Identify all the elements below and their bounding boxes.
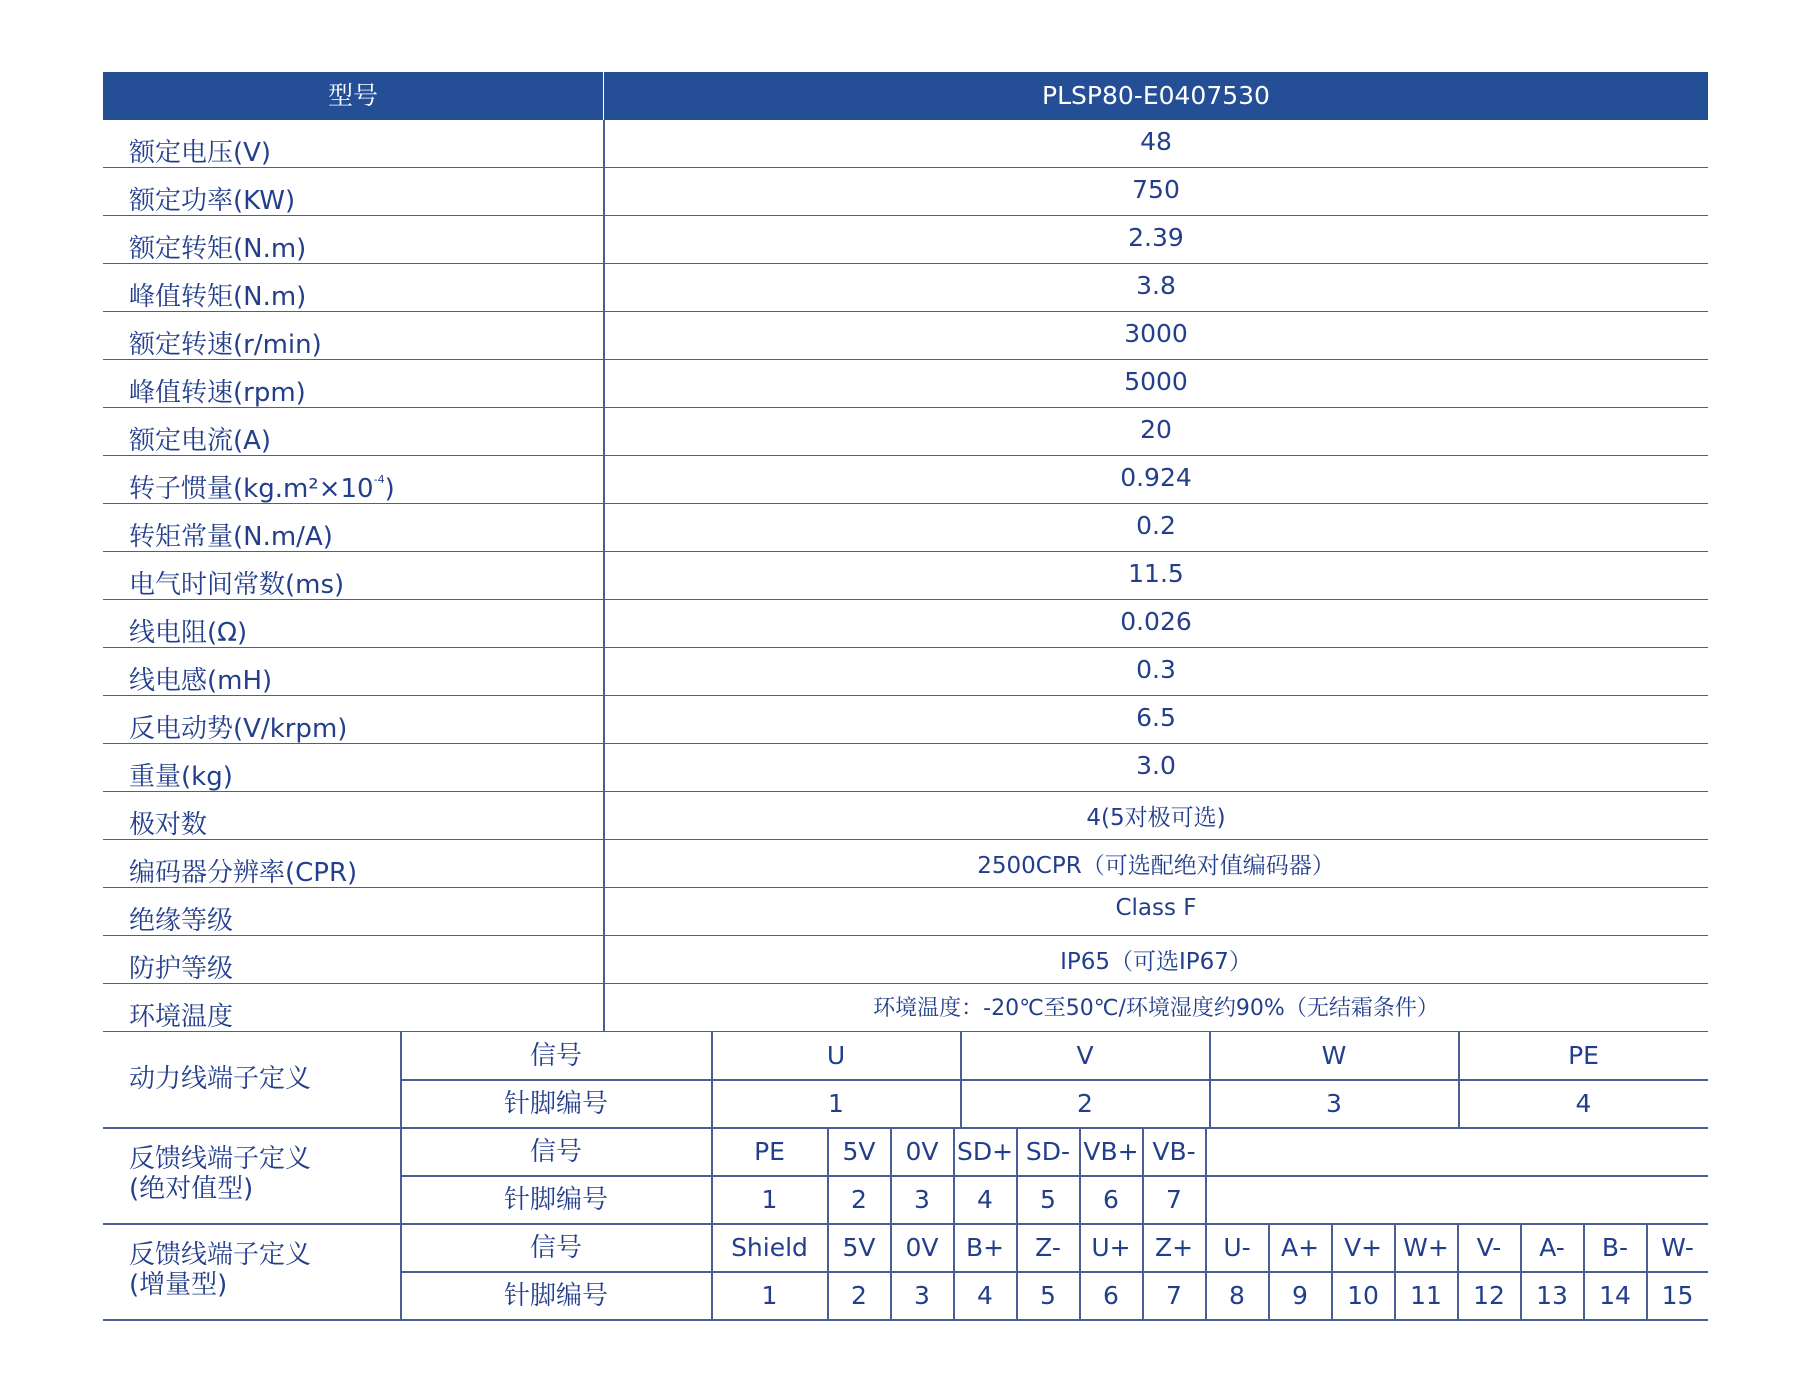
spec-row-rotor-inertia bbox=[103, 456, 1708, 504]
pin-cell: 1 bbox=[828, 1089, 844, 1118]
table-header bbox=[103, 72, 1708, 120]
spec-value: 750 bbox=[1132, 175, 1180, 204]
spec-value: 0.924 bbox=[1120, 463, 1192, 492]
spec-value: 5000 bbox=[1124, 367, 1188, 396]
spec-label: 极对数 bbox=[129, 810, 208, 840]
pin-cell: 8 bbox=[1229, 1281, 1245, 1310]
pin-cell: 2 bbox=[851, 1281, 867, 1310]
spec-label: 额定功率(KW) bbox=[129, 186, 296, 216]
spec-label: 线电感(mH) bbox=[129, 666, 273, 696]
pin-cell: 11 bbox=[1410, 1281, 1442, 1310]
spec-label: 转矩常量(N.m/A) bbox=[129, 522, 333, 552]
pin-label: 针脚编号 bbox=[503, 1281, 608, 1311]
spec-label: 转子惯量$(kg.m^2\times 10^{-4})$ bbox=[129, 473, 395, 504]
pin-label: 针脚编号 bbox=[503, 1089, 608, 1119]
spec-value: 6.5 bbox=[1136, 703, 1176, 732]
pin-cell: 3 bbox=[914, 1185, 930, 1214]
pin-cell: 4 bbox=[977, 1185, 993, 1214]
spec-row-back-emf bbox=[103, 696, 1708, 744]
spec-row-protection-class bbox=[103, 936, 1708, 984]
spec-label: 线电阻(Ω) bbox=[129, 618, 248, 648]
spec-label: 峰值转矩(N.m) bbox=[129, 282, 307, 312]
signal-cell: U bbox=[826, 1041, 846, 1070]
signal-cell: U- bbox=[1223, 1233, 1251, 1262]
spec-label: 编码器分辨率(CPR) bbox=[129, 858, 358, 888]
spec-value: 3.0 bbox=[1136, 751, 1176, 780]
signal-cell: Z+ bbox=[1154, 1233, 1194, 1262]
pin-cell: 7 bbox=[1166, 1185, 1182, 1214]
pin-cell: 5 bbox=[1040, 1281, 1056, 1310]
spec-label: 峰值转速(rpm) bbox=[129, 378, 306, 408]
spec-value: 2.39 bbox=[1128, 223, 1184, 252]
spec-label: 环境温度 bbox=[129, 1002, 234, 1032]
spec-row-electrical-time-constant bbox=[103, 552, 1708, 600]
feedback-absolute-title: 反馈线端子定义 (绝对值型) bbox=[129, 1144, 312, 1204]
signal-cell: B+ bbox=[965, 1233, 1005, 1262]
signal-cell: PE bbox=[1568, 1041, 1599, 1070]
pin-cell: 14 bbox=[1599, 1281, 1631, 1310]
header-model: PLSP80-E0407530 bbox=[1042, 81, 1270, 110]
signal-label: 信号 bbox=[529, 1041, 582, 1071]
spec-value: 4(5对极可选) bbox=[1086, 805, 1226, 831]
signal-cell: A- bbox=[1539, 1233, 1565, 1262]
spec-value: 2500CPR（可选配绝对值编码器） bbox=[977, 853, 1335, 879]
signal-cell: SD- bbox=[1025, 1137, 1071, 1166]
power-terminal-title: 动力线端子定义 bbox=[129, 1064, 312, 1094]
feedback-incremental-section bbox=[103, 1224, 1708, 1320]
spec-label: 额定转速(r/min) bbox=[129, 330, 322, 360]
pin-cell: 3 bbox=[914, 1281, 930, 1310]
spec-value: 0.026 bbox=[1120, 607, 1192, 636]
spec-value: 3000 bbox=[1124, 319, 1188, 348]
pin-cell: 7 bbox=[1166, 1281, 1182, 1310]
signal-cell: 0V bbox=[905, 1233, 939, 1262]
spec-row-line-inductance bbox=[103, 648, 1708, 696]
spec-value: IP65（可选IP67） bbox=[1060, 949, 1252, 975]
spec-label: 额定电压(V) bbox=[129, 138, 272, 168]
signal-cell: Z- bbox=[1035, 1233, 1061, 1262]
spec-label: 重量(kg) bbox=[129, 762, 233, 792]
spec-row-pole-pairs bbox=[103, 792, 1708, 840]
spec-row-torque-constant bbox=[103, 504, 1708, 552]
pin-cell: 1 bbox=[761, 1185, 778, 1214]
pin-label: 针脚编号 bbox=[503, 1185, 608, 1215]
signal-cell: Shield bbox=[731, 1233, 808, 1262]
spec-label: 绝缘等级 bbox=[129, 906, 234, 936]
spec-value: 11.5 bbox=[1128, 559, 1184, 588]
pin-cell: 15 bbox=[1661, 1281, 1694, 1310]
spec-label: 额定转矩(N.m) bbox=[129, 234, 307, 264]
signal-cell: 5V bbox=[842, 1233, 876, 1262]
signal-cell: 0V bbox=[905, 1137, 939, 1166]
signal-cell: VB- bbox=[1152, 1137, 1196, 1166]
spec-row-insulation-class bbox=[103, 888, 1708, 936]
spec-row-encoder-resolution bbox=[103, 840, 1708, 888]
signal-cell: PE bbox=[754, 1137, 785, 1166]
pin-cell: 4 bbox=[1575, 1089, 1592, 1118]
signal-cell: U+ bbox=[1091, 1233, 1131, 1262]
spec-row-peak-speed bbox=[103, 360, 1708, 408]
signal-cell: W+ bbox=[1403, 1233, 1449, 1262]
spec-value: 环境温度：-20℃至50℃/环境湿度约90%（无结霜条件） bbox=[873, 996, 1439, 1021]
signal-cell: 5V bbox=[842, 1137, 876, 1166]
signal-cell: W bbox=[1321, 1041, 1347, 1070]
pin-cell: 6 bbox=[1103, 1281, 1119, 1310]
spec-row-rated-current bbox=[103, 408, 1708, 456]
spec-row-ambient-temperature bbox=[103, 984, 1708, 1032]
signal-label: 信号 bbox=[529, 1137, 582, 1167]
signal-cell: SD+ bbox=[956, 1137, 1014, 1166]
spec-value: 0.3 bbox=[1136, 655, 1176, 684]
signal-cell: V bbox=[1076, 1041, 1094, 1070]
pin-cell: 13 bbox=[1536, 1281, 1568, 1310]
power-terminal-section bbox=[103, 1032, 1708, 1128]
spec-label: 反电动势(V/krpm) bbox=[129, 714, 348, 744]
pin-cell: 12 bbox=[1473, 1281, 1505, 1310]
spec-row-rated-speed bbox=[103, 312, 1708, 360]
spec-value: 48 bbox=[1140, 127, 1172, 156]
feedback-incremental-title: 反馈线端子定义 (增量型) bbox=[129, 1240, 312, 1300]
spec-row-rated-voltage bbox=[103, 120, 1708, 168]
spec-label: 额定电流(A) bbox=[129, 426, 272, 456]
spec-value: 20 bbox=[1140, 415, 1172, 444]
spec-row-peak-torque bbox=[103, 264, 1708, 312]
signal-cell: A+ bbox=[1280, 1233, 1320, 1262]
header-label: 型号 bbox=[327, 81, 378, 110]
pin-cell: 5 bbox=[1040, 1185, 1056, 1214]
spec-label: 电气时间常数(ms) bbox=[129, 570, 345, 600]
pin-cell: 4 bbox=[977, 1281, 993, 1310]
signal-cell: VB+ bbox=[1083, 1137, 1139, 1166]
pin-cell: 1 bbox=[761, 1281, 778, 1310]
signal-cell: B- bbox=[1601, 1233, 1629, 1262]
signal-label: 信号 bbox=[529, 1233, 582, 1263]
signal-cell: V+ bbox=[1343, 1233, 1383, 1262]
spec-row-rated-power bbox=[103, 168, 1708, 216]
pin-cell: 10 bbox=[1347, 1281, 1379, 1310]
feedback-absolute-section bbox=[103, 1128, 1708, 1224]
pin-cell: 6 bbox=[1103, 1185, 1119, 1214]
spec-row-weight bbox=[103, 744, 1708, 792]
spec-value: Class F bbox=[1115, 895, 1197, 921]
signal-cell: W- bbox=[1661, 1233, 1694, 1262]
spec-label: 防护等级 bbox=[129, 954, 234, 984]
pin-cell: 3 bbox=[1326, 1089, 1342, 1118]
signal-cell: V- bbox=[1476, 1233, 1502, 1262]
pin-cell: 9 bbox=[1292, 1281, 1308, 1310]
spec-value: 3.8 bbox=[1136, 271, 1176, 300]
spec-value: 0.2 bbox=[1136, 511, 1176, 540]
pin-cell: 2 bbox=[851, 1185, 867, 1214]
pin-cell: 2 bbox=[1077, 1089, 1093, 1118]
spec-row-line-resistance bbox=[103, 600, 1708, 648]
spec-row-rated-torque bbox=[103, 216, 1708, 264]
